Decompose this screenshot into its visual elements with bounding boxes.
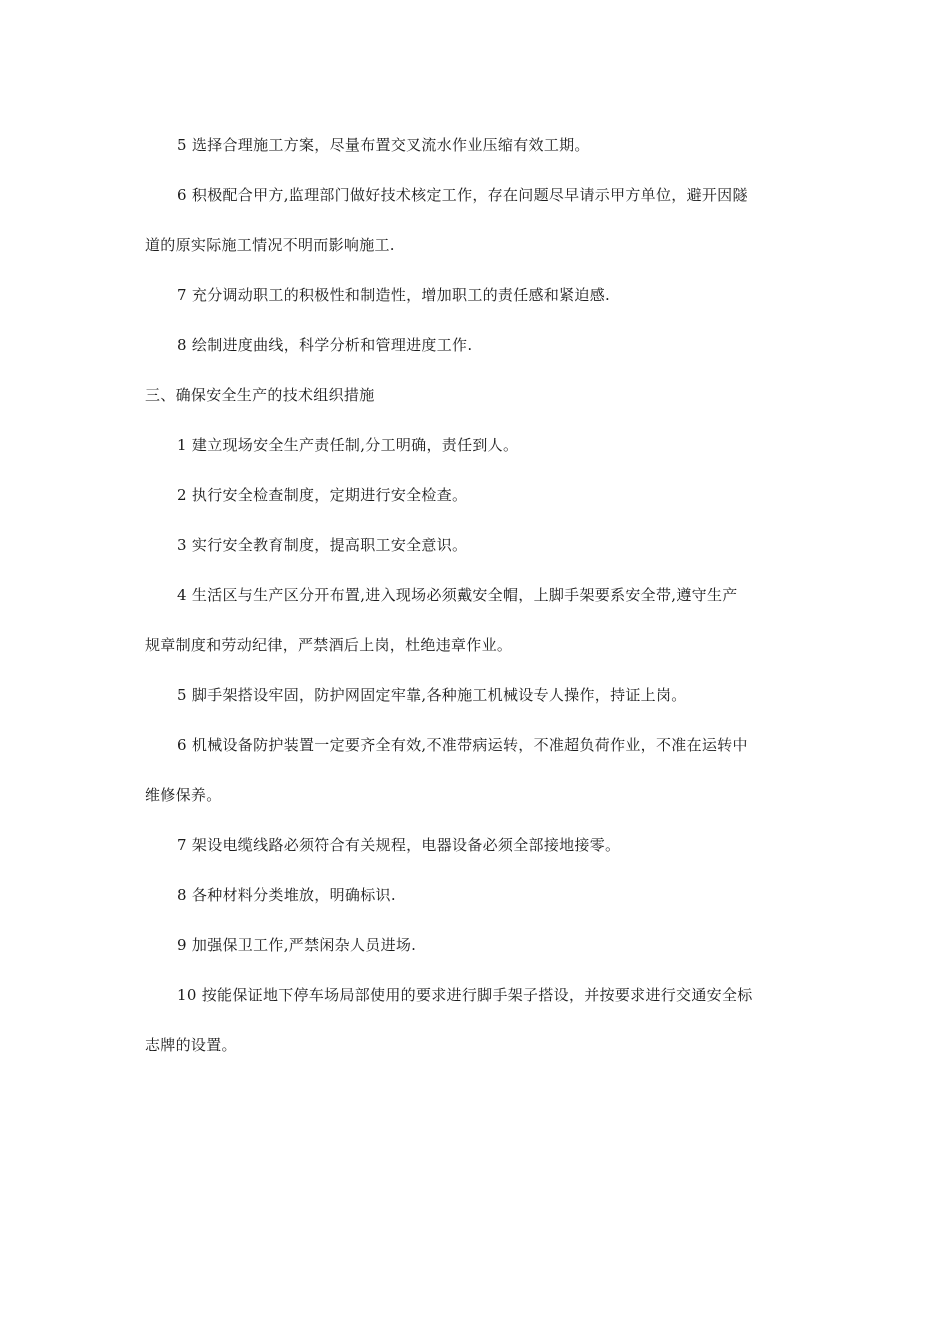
paragraph-line: 10 按能保证地下停车场局部使用的要求进行脚手架子搭设，并按要求进行交通安全标 [177,986,753,1004]
paragraph-8-progress-curve [145,333,810,358]
paragraph-6-machinery [145,733,810,808]
paragraph-1-responsibility [145,433,810,458]
paragraph-5-scaffold [145,683,810,708]
paragraph-line: 2 执行安全检查制度，定期进行安全检查。 [177,486,468,504]
paragraph-3-education [145,533,810,558]
paragraph-line: 7 架设电缆线路必须符合有关规程，电器设备必须全部接地接零。 [177,836,621,854]
paragraph-10-traffic-signs [145,983,810,1058]
paragraph-line: 8 绘制进度曲线，科学分析和管理进度工作. [177,336,473,354]
document-body [145,133,810,1058]
paragraph-line: 4 生活区与生产区分开布置,进入现场必须戴安全帽，上脚手架要系安全带,遵守生产 [177,586,738,604]
paragraph-7-cables [145,833,810,858]
paragraph-7-mobilize-workers [145,283,810,308]
paragraph-line: 志牌的设置。 [145,1036,237,1054]
paragraph-list-before [145,133,810,358]
paragraph-line: 道的原实际施工情况不明而影响施工. [145,236,395,254]
paragraph-line: 3 实行安全教育制度，提高职工安全意识。 [177,536,468,554]
section-heading: 三、确保安全生产的技术组织措施 [145,386,375,404]
paragraph-line: 维修保养。 [145,786,222,804]
paragraph-line: 7 充分调动职工的积极性和制造性，增加职工的责任感和紧迫感. [177,286,611,304]
paragraph-5-construction-plan [145,133,810,158]
paragraph-4-living-area [145,583,810,658]
paragraph-line: 5 选择合理施工方案，尽量布置交叉流水作业压缩有效工期。 [177,136,590,154]
paragraph-list-after [145,433,810,1058]
paragraph-line: 8 各种材料分类堆放，明确标识. [177,886,396,904]
paragraph-line: 6 积极配合甲方,监理部门做好技术核定工作，存在问题尽早请示甲方单位，避开因隧 [177,186,748,204]
paragraph-8-materials [145,883,810,908]
paragraph-2-inspection [145,483,810,508]
paragraph-9-security [145,933,810,958]
paragraph-line: 规章制度和劳动纪律，严禁酒后上岗，杜绝违章作业。 [145,636,513,654]
paragraph-line: 1 建立现场安全生产责任制,分工明确，责任到人。 [177,436,519,454]
paragraph-line: 6 机械设备防护装置一定要齐全有效,不准带病运转，不准超负荷作业，不准在运转中 [177,736,748,754]
paragraph-line: 5 脚手架搭设牢固，防护网固定牢靠,各种施工机械设专人操作，持证上岗。 [177,686,687,704]
paragraph-line: 9 加强保卫工作,严禁闲杂人员进场. [177,936,417,954]
paragraph-6-cooperation [145,183,810,258]
